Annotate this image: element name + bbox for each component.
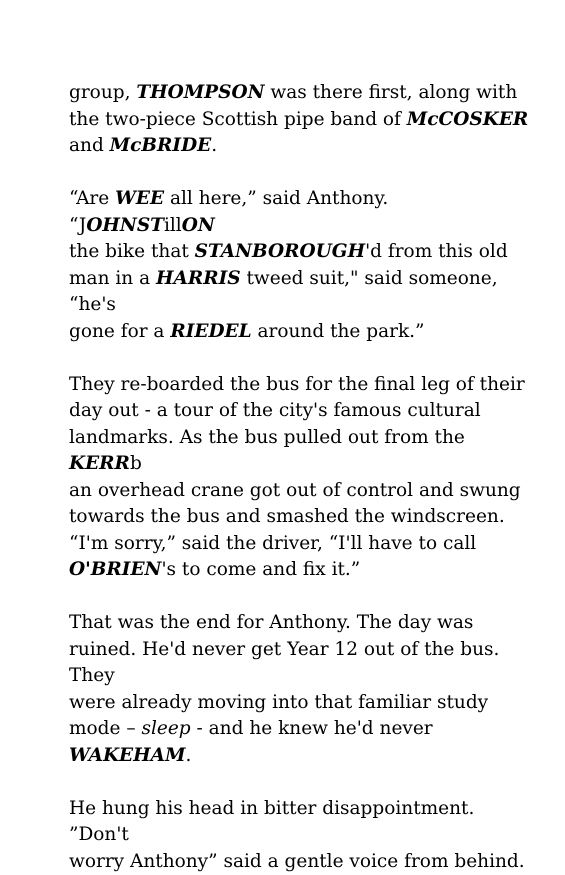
text-run: . [211, 135, 217, 156]
emphasized-name: McCOSKER [407, 109, 529, 130]
text-run: ill [164, 215, 182, 236]
text-run: the bike that [69, 241, 195, 262]
text-run: all here,” said Anthony. “J [69, 188, 388, 236]
emphasized-name: KERR [69, 453, 130, 474]
emphasized-name: WAKEHAM [69, 745, 185, 766]
text-run: group, [69, 82, 136, 103]
paragraph [69, 186, 539, 345]
story-text [69, 80, 539, 875]
emphasized-name: McBRIDE [110, 135, 212, 156]
text-run: . [185, 745, 191, 766]
emphasized-name: STANBOROUGH [195, 241, 365, 262]
text-run: “Are [69, 188, 115, 209]
emphasized-name: RIEDEL [170, 321, 251, 342]
emphasized-name: O'BRIEN [69, 559, 161, 580]
text-run: tweed suit," said someone, “he's gone for a [69, 268, 498, 342]
paragraph [69, 610, 539, 769]
text-run: 'd from this old man in a [69, 241, 508, 289]
emphasized-name: OHNST [86, 215, 164, 236]
text-run: b an overhead crane got out of control and swung towards the bus and smashed the windscreen. “I'm sorry,” said the driver, “I'll have to call [69, 453, 521, 554]
text-run: and [69, 135, 110, 156]
emphasized-name: WEE [115, 188, 164, 209]
text-run: That was the end for Anthony. The day was ruined. He'd never get Year 12 out of the bus. They were already moving into that familiar study mode – [69, 612, 499, 739]
text-run: 's to come and fix it.” [161, 559, 360, 580]
text-run: They re-boarded the bus for the final leg of their day out - a tour of the city's famous cultural landmarks. As the bus pulled out from the [69, 374, 525, 448]
text-run: was there first, along with the two-piece Scottish pipe band of [69, 82, 517, 130]
text-run: - and he knew he'd never [191, 718, 433, 739]
emphasized-name: THOMPSON [136, 82, 264, 103]
paragraph [69, 796, 539, 875]
emphasized-name: ON [182, 215, 215, 236]
text-run: around the park.” [252, 321, 425, 342]
paragraph [69, 372, 539, 584]
paragraph [69, 80, 539, 160]
emphasized-word: sleep [141, 718, 190, 739]
text-run: He hung his head in bitter disappointment. ”Don't worry Anthony” said a gentle voice from behind. [69, 798, 525, 872]
emphasized-name: HARRIS [156, 268, 241, 289]
